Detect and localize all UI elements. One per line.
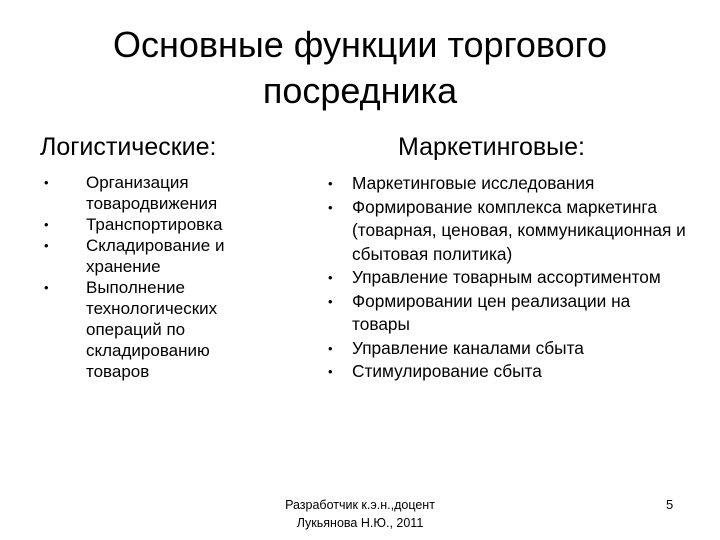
bullet-icon: • bbox=[328, 199, 333, 215]
list-item bbox=[328, 172, 690, 196]
bullet-icon: • bbox=[328, 340, 333, 356]
list-item bbox=[44, 235, 264, 277]
list-item-text: Управление каналами сбыта bbox=[352, 337, 584, 358]
author-name-year: Лукьянова Н.Ю., 2011 bbox=[296, 516, 424, 530]
marketing-heading: Маркетинговые: bbox=[398, 133, 585, 161]
bullet-icon: • bbox=[328, 293, 333, 309]
author-credit: Разработчик к.э.н.,доцент bbox=[285, 498, 435, 512]
list-item-text: Маркетинговые исследования bbox=[352, 173, 595, 193]
logistics-list bbox=[44, 172, 264, 382]
list-item bbox=[328, 360, 690, 384]
list-item-text: Организация товародвижения bbox=[86, 173, 218, 213]
page-number: 5 bbox=[666, 497, 674, 512]
slide-footer bbox=[250, 496, 470, 532]
list-item bbox=[44, 214, 264, 235]
bullet-icon: • bbox=[328, 270, 333, 285]
bullet-icon: • bbox=[328, 364, 333, 379]
list-item-text: Выполнение технологических операций по складированию товаров bbox=[86, 278, 218, 381]
list-item bbox=[328, 337, 690, 361]
list-item-text: Стимулирование сбыта bbox=[352, 361, 542, 381]
list-item bbox=[328, 290, 690, 337]
bullet-icon: • bbox=[328, 176, 333, 191]
logistics-heading: Логистические: bbox=[40, 133, 217, 161]
list-item-text: Складирование и хранение bbox=[86, 236, 225, 276]
bullet-icon: • bbox=[44, 280, 49, 295]
list-item bbox=[44, 277, 264, 382]
list-item-text: Формирование комплекса маркетинга (товарная, ценовая, коммуникационная и сбытовая политика) bbox=[352, 196, 686, 264]
bullet-icon: • bbox=[44, 175, 49, 190]
list-item bbox=[328, 266, 690, 290]
list-item-text: Управление товарным ассортиментом bbox=[352, 267, 661, 287]
bullet-icon: • bbox=[44, 238, 49, 253]
slide-title: Основные функции торгового посредника bbox=[112, 24, 608, 111]
list-item-text: Транспортировка bbox=[86, 215, 223, 234]
list-item bbox=[44, 172, 264, 214]
list-item-text: Формировании цен реализации на товары bbox=[352, 290, 631, 334]
bullet-icon: • bbox=[44, 217, 49, 232]
list-item bbox=[328, 196, 690, 267]
marketing-list bbox=[328, 172, 690, 384]
